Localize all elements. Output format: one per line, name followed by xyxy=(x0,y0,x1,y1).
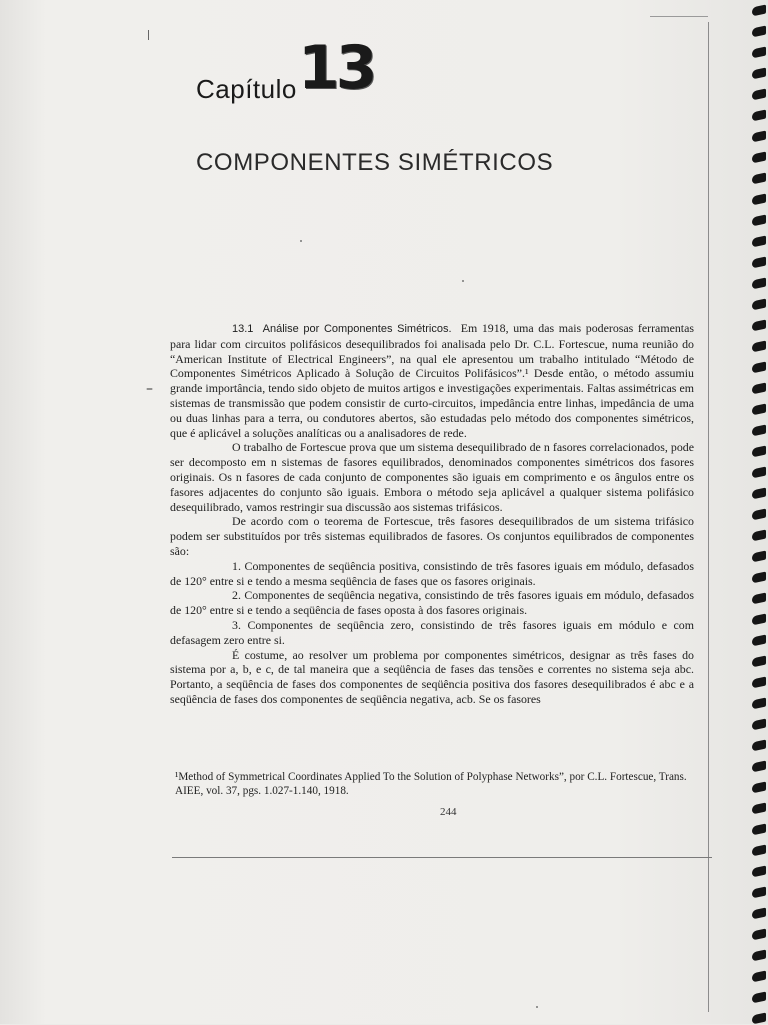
binding-ring xyxy=(752,488,766,500)
binding-ring xyxy=(752,467,766,479)
binding-ring xyxy=(752,68,766,80)
binding-ring xyxy=(752,719,766,731)
binding-ring xyxy=(752,866,766,878)
binding-ring xyxy=(752,173,766,185)
binding-ring xyxy=(752,425,766,437)
list-item: 1. Componentes de seqüência positiva, consistindo de três fasores iguais em módulo, defasados de 120° entre si e tendo a mesma seqüência de fases que os fasores originais. xyxy=(170,558,694,588)
binding-ring xyxy=(752,26,766,38)
chapter-label: Capítulo xyxy=(196,74,297,104)
binding-ring xyxy=(752,635,766,647)
scan-speck xyxy=(536,1006,538,1008)
binding-ring xyxy=(752,572,766,584)
page-number: 244 xyxy=(440,806,457,818)
binding-ring xyxy=(752,761,766,773)
margin-tick xyxy=(148,30,149,40)
frame-bottom-line xyxy=(172,857,712,858)
binding-ring xyxy=(752,845,766,857)
binding-ring xyxy=(752,593,766,605)
section-heading: Análise por Componentes Simétricos. xyxy=(262,323,452,335)
binding-ring xyxy=(752,740,766,752)
frame-top-line xyxy=(650,16,708,17)
margin-mark: – xyxy=(146,381,153,397)
binding-ring xyxy=(752,992,766,1004)
binding-ring xyxy=(752,803,766,815)
binding-ring xyxy=(752,677,766,689)
binding-ring xyxy=(752,530,766,542)
binding-ring xyxy=(752,446,766,458)
binding-ring xyxy=(752,131,766,143)
footnote-text: ¹Method of Symmetrical Coordinates Applied To the Solution of Polyphase Networks”, por C.L. Fortescue, Trans. AIEE, vol. 37, pgs. 1.027-1.140, 1918. xyxy=(175,771,687,797)
binding-ring xyxy=(752,257,766,269)
paragraph xyxy=(170,321,694,440)
binding-ring xyxy=(752,908,766,920)
binding-ring xyxy=(752,89,766,101)
binding-ring xyxy=(752,320,766,332)
section-number: 13.1 xyxy=(232,323,254,335)
binding-ring xyxy=(752,656,766,668)
binding-ring xyxy=(752,341,766,353)
paragraph: De acordo com o teorema de Fortescue, três fasores desequilibrados de um sistema trifásico podem ser substituídos por três sistemas equilibrados de fasores. Os conjuntos equilibrados de componentes são: xyxy=(170,514,694,558)
list-item: 2. Componentes de seqüência negativa, consistindo de três fasores iguais em módulo, defasados de 120° entre si e tendo a seqüência de fases oposta à dos fasores originais. xyxy=(170,588,694,618)
binding-ring xyxy=(752,383,766,395)
binding-ring xyxy=(752,215,766,227)
binding-ring xyxy=(752,782,766,794)
binding-ring xyxy=(752,971,766,983)
section-body xyxy=(170,321,694,707)
binding-ring xyxy=(752,194,766,206)
list-item: 3. Componentes de seqüência zero, consistindo de três fasores iguais em módulo e com defasagem zero entre si. xyxy=(170,617,694,647)
binding-ring xyxy=(752,824,766,836)
chapter-number: 13 xyxy=(298,33,374,103)
binding-ring xyxy=(752,551,766,563)
binding-ring xyxy=(752,299,766,311)
binding-ring xyxy=(752,152,766,164)
footnote xyxy=(175,770,715,798)
binding-ring xyxy=(752,278,766,290)
binding-ring xyxy=(752,509,766,521)
chapter-title: COMPONENTES SIMÉTRICOS xyxy=(196,149,554,176)
binding-ring xyxy=(752,698,766,710)
scan-speck xyxy=(300,240,302,242)
binding-ring xyxy=(752,887,766,899)
binding-ring xyxy=(752,614,766,626)
binding-ring xyxy=(752,110,766,122)
frame-right-line xyxy=(708,22,709,1012)
scan-speck xyxy=(462,280,464,282)
binding-ring xyxy=(752,236,766,248)
binding-ring xyxy=(752,1013,766,1025)
binding-ring xyxy=(752,929,766,941)
binding-ring xyxy=(752,47,766,59)
binding-ring xyxy=(752,362,766,374)
spiral-binding xyxy=(742,0,768,1024)
paragraph: O trabalho de Fortescue prova que um sistema desequilibrado de n fasores correlacionados, pode ser decomposto em n sistemas de fasores equilibrados, denominados componentes simétricos dos fasores originais. Os n fasores de cada conjunto de componentes são iguais em comprimento e os ângulos entre os fasores adjacentes do conjunto são iguais. Embora o método seja aplicável a qualquer sistema polifásico desequilibrado, vamos restringir sua discussão aos sistemas trifásicos. xyxy=(170,440,694,514)
binding-ring xyxy=(752,950,766,962)
paragraph-text: Em 1918, uma das mais poderosas ferramentas para lidar com circuitos polifásicos desequilibrados foi analisada pelo Dr. C.L. Fortescue, numa reunião do “American Institute of Electrical Engineers”, na qual ele apresentou um trabalho intitulado “Método de Componentes Simétricos Aplicado à Solução de Circuitos Polifásicos”.¹ Desde então, o método assumiu grande importância, tendo sido objeto de muitos artigos e investigações experimentais. Faltas assimétricas em sistemas de transmissão que podem consistir de curto-circuitos, impedância entre linhas, impedância de uma ou duas linhas para a terra, ou condutores abertos, são estudadas pelo método dos componentes simétricos, que é aplicável a soluções analíticas ou a analisadores de rede. xyxy=(170,321,695,440)
binding-ring xyxy=(752,5,766,17)
binding-ring xyxy=(752,404,766,416)
paragraph: É costume, ao resolver um problema por componentes simétricos, designar as três fases do sistema por a, b, e c, de tal maneira que a seqüência de fases das tensões e correntes no sistema seja abc. Portanto, a seqüência de fases dos componentes de seqüência positiva dos fasores desequilibrados é abc e a seqüência de fases dos componentes de seqüência negativa, acb. Se os fasores xyxy=(170,647,694,706)
